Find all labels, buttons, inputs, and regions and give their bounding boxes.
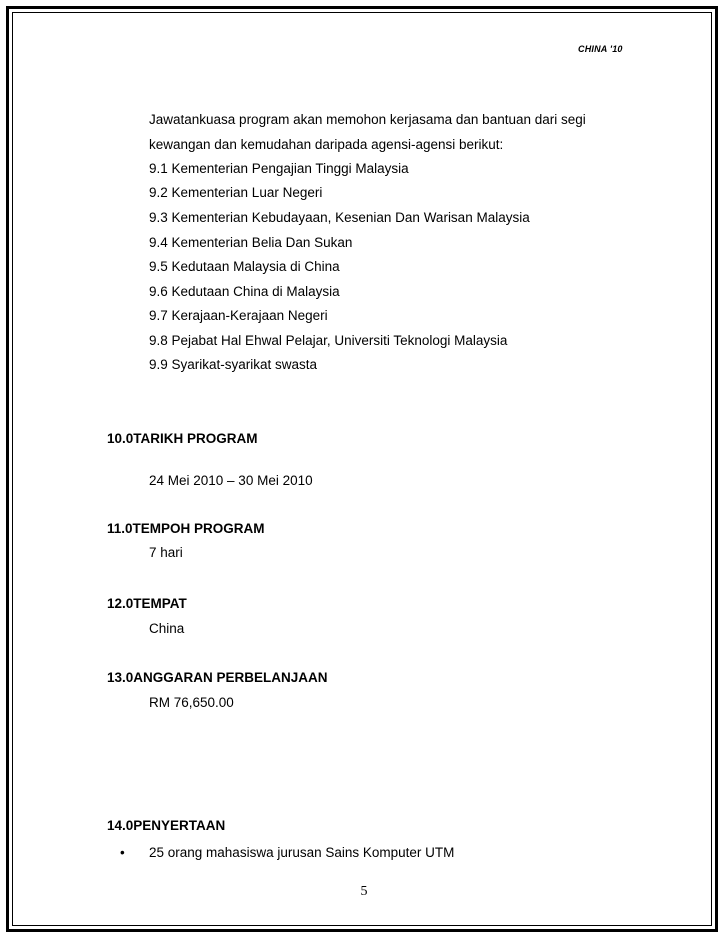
agency-item: 9.3 Kementerian Kebudayaan, Kesenian Dan Warisan Malaysia bbox=[149, 210, 530, 225]
section-content-tempoh: 7 hari bbox=[149, 545, 183, 560]
section-heading-penyertaan: 14.0PENYERTAAN bbox=[107, 818, 226, 833]
agency-item: 9.5 Kedutaan Malaysia di China bbox=[149, 259, 340, 274]
agency-item: 9.8 Pejabat Hal Ehwal Pelajar, Universiti Teknologi Malaysia bbox=[149, 333, 508, 348]
agency-item: 9.7 Kerajaan-Kerajaan Negeri bbox=[149, 308, 328, 323]
intro-line-1: Jawatankuasa program akan memohon kerjasama dan bantuan dari segi bbox=[149, 112, 586, 127]
agency-item: 9.9 Syarikat-syarikat swasta bbox=[149, 357, 318, 372]
section-content-anggaran: RM 76,650.00 bbox=[149, 695, 234, 710]
section-content-penyertaan: 25 orang mahasiswa jurusan Sains Komputer UTM bbox=[149, 845, 455, 860]
section-heading-tempoh: 11.0TEMPOH PROGRAM bbox=[107, 521, 265, 536]
section-content-tempat: China bbox=[149, 621, 185, 636]
page-number: 5 bbox=[360, 884, 368, 899]
section-heading-tarikh: 10.0TARIKH PROGRAM bbox=[107, 431, 258, 446]
section-heading-anggaran: 13.0ANGGARAN PERBELANJAAN bbox=[107, 670, 328, 685]
bullet-icon: • bbox=[120, 845, 125, 860]
section-content-tarikh: 24 Mei 2010 – 30 Mei 2010 bbox=[149, 473, 313, 488]
agency-item: 9.1 Kementerian Pengajian Tinggi Malaysia bbox=[149, 161, 409, 176]
agency-item: 9.2 Kementerian Luar Negeri bbox=[149, 185, 323, 200]
intro-line-2: kewangan dan kemudahan daripada agensi-agensi berikut: bbox=[149, 137, 504, 152]
running-header: CHINA '10 bbox=[578, 44, 623, 54]
agency-item: 9.4 Kementerian Belia Dan Sukan bbox=[149, 235, 353, 250]
section-heading-tempat: 12.0TEMPAT bbox=[107, 596, 187, 611]
agency-item: 9.6 Kedutaan China di Malaysia bbox=[149, 284, 340, 299]
